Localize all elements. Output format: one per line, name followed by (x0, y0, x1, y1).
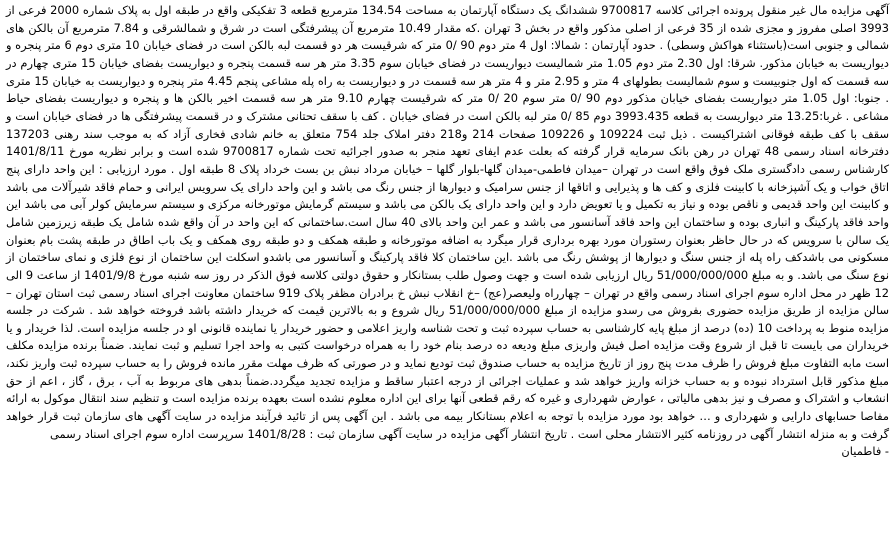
signature-line: - فاطمیان (841, 444, 889, 459)
auction-notice-text: آگهی مزایده مال غیر منقول پرونده اجرائی کلاسه 9700817 ششدانگ یک دستگاه آپارتمان به مساحت 134.54 مترمربع قطعه 3 تفکیکی واقع در طبقه اول به پلاک شماره 2000 فرعی از 3993 اصلی مفروز و مجزی شده از 35 فرعی از اصلی مذکور واقع در بخش 3 تهران .که مقدار 10.49 مترمربع آن پیشرفتگی است در شرق و شمالشرقی و 7.84 مترمربع آن بالکن های شمالی و جنوبی است(باستثناء هواکش وسطی) . حدود آپارتمان : شمالا: اول 4 متر دوم 90 /0 متر که شرقیست هر دو قسمت لبه بالکن است در فضای خیابان 10 متری دوم 6 متر پنجره و دیواریست به خیابان مذکور. شرقا: اول 2.30 متر دوم 1.05 متر شمالیست دیواریست در فضای خیابان سوم 3.35 متر هر سه قسمت پنجره و دیواریست بفضای خیابان 15 متری چهارم در سه قسمت که اول جنوبیست و سوم شمالیست بطولهای 4 متر و 2.95 متر و 4 متر هر سه قسمت در و دیواریست به راه پله مشاعی پنجم 4.45 متر پنجره و دیواریست به خیابان 15 متری . جنوبا: اول 1.05 متر دیواریست بفضای خیابان مذکور دوم 90 /0 متر سوم 20 /0 متر که شرقیست چهارم 9.10 متر هر سه قسمت اخیر بالکن ها و پنجره و دیواریست بفضای حیاط مشاعی . غربا:13.25 متر دیواریست به قطعه 3993.435 دوم 85 /0 متر لبه بالکن است در فضای خیابان . کف با سقف تحتانی مشترک و در قسمت پیشرفتگی ها در فضای خیابان است و سقف با کف طبقه فوقانی اشتراکیست . ذیل ثبت 109224 و 109226 صفحات 214 و218 دفتر املاک جلد 754 متعلق به خانم شادی فخاری آزاد که به موجب سند رهنی 137203 دفترخانه اسناد رسمی 48 تهران در رهن بانک سرمایه قرار گرفته که بعلت عدم ایفای تعهد منجر به صدور اجرائیه تحت شماره 9700817 شده است و برابر نظریه مورخ 1401/8/11 کارشناس رسمی دادگستری ملک فوق واقع است در تهران –میدان فاطمی-میدان گلها-بلوار گلها – خیابان مرداد نبش بن بست خرداد پلاک 8 طبقه اول . مورد ارزیابی : این واحد دارای پنج اتاق خواب و یک آشپزخانه با کابینت فلزی و کف ها و پذیرایی و اتاقها از جنس سرامیک و دیوارها از جنس رنگ می باشد و این واحد دارای یک سرویس ایرانی و حمام فاقد شیرآلات می باشد و کابینت این واحد قدیمی و ناقص بوده و نیاز به تکمیل و یا تعویض دارد و این واحد دارای یک بالکن می باشد و سیستم گرمایش موتورخانه مرکزی و سیستم سرمایش کولر آبی می باشد این واحد فاقد پارکینگ و انباری بوده و ساختمان این واحد فاقد آسانسور می باشد و عمر این واحد بالای 40 سال است.ساختمانی که این واحد در آن واقع شده شامل یک طبقه زیرزمین شامل یک سالن با سرویس که در حال حاظر بعنوان رستوران مورد بهره برداری قرار میگرد به اضافه موتورخانه و طبقه همکف و دو طبقه روی همکف و یک باب اطاق در طبقه پشت بام بعنوان مسکونی می باشدکف راه پله از جنس سنگ و دیوارها از پوشش رنگ می باشد .این ساختمان کلا فاقد پارکینگ و آسانسور می باشدو اسکلت این ساختمان از نوع فلزی و نمای ساختمان از نوع سنگ می باشد. و به مبلغ 51/000/000/000 ریال ارزیابی شده است و جهت وصول طلب بستانکار و حقوق دولتی کلاسه فوق الذکر در روز سه شنبه مورخ 1401/9/8 از ساعت 9 الی 12 ظهر در محل اداره سوم اجرای اسناد رسمی واقع در تهران – چهارراه ولیعصر(عج) –خ انقلاب نبش خ برادران مظفر پلاک 919 ساختمان معاونت اجرای اسناد رسمی ثبت استان تهران – سالن مزایده از طریق مزایده حضوری بفروش می رسدو مزایده از مبلغ 51/000/000/000 ریال شروع و به بالاترین قیمت که خریدار داشته باشد فروخته خواهد شد . شرکت در جلسه مزایده منوط به پرداخت 10 (ده) درصد از مبلغ پایه کارشناسی به حساب سپرده ثبت و تحت شناسه واریز اعلامی و حضور خریدار یا نماینده قانونی او در جلسه مزایده است. لذا خریدار و یا خریداران می بایست تا قبل از شروع وقت مزایده اصل فیش واریزی مبلغ ودیعه ده درصد بنام خود را به همراه درخواست کتبی به واحد اجرا تسلیم و ثبت نمایند. ضمناً برنده مزایده مکلف است مابه التفاوت مبلغ فروش را ظرف مدت پنج روز از تاریخ مزایده به حساب صندوق ثبت تودیع نماید و در صورتی که ظرف مهلت مقرر مانده فروش را به حساب سپرده ثبت واریز نکند، مبلغ مذکور قابل استرداد نبوده و به حساب خزانه واریز خواهد شد و عملیات اجرائی از درجه اعتبار ساقط و مزایده تجدید میگردد.ضمناً بدهی های مربوط به آب ، برق ، گاز ، اعم از حق انشعاب و اشتراک و مصرف و نیز بدهی مالیاتی ، عوارض شهرداری و غیره که رقم قطعی آنها برای این اداره معلوم نشده است بعهده برنده مزایده است و تنظیم سند انتقال موکول به ارائه مفاصا حسابهای دارایی و شهرداری و … خواهد بود مورد مزایده با توجه به اعلام بستانکار بیمه می باشد . این آگهی پس از تائید فرآیند مزایده در سایت آگهی های سازمان ثبت قرار خواهد گرفت و به منزله انتشار آگهی در روزنامه کثیر الانتشار محلی است . تاریخ انتشار آگهی مزایده در سایت آگهی سازمان ثبت : 1401/8/28 سرپرست اداره سوم اجرای اسناد رسمی (6, 3, 890, 441)
